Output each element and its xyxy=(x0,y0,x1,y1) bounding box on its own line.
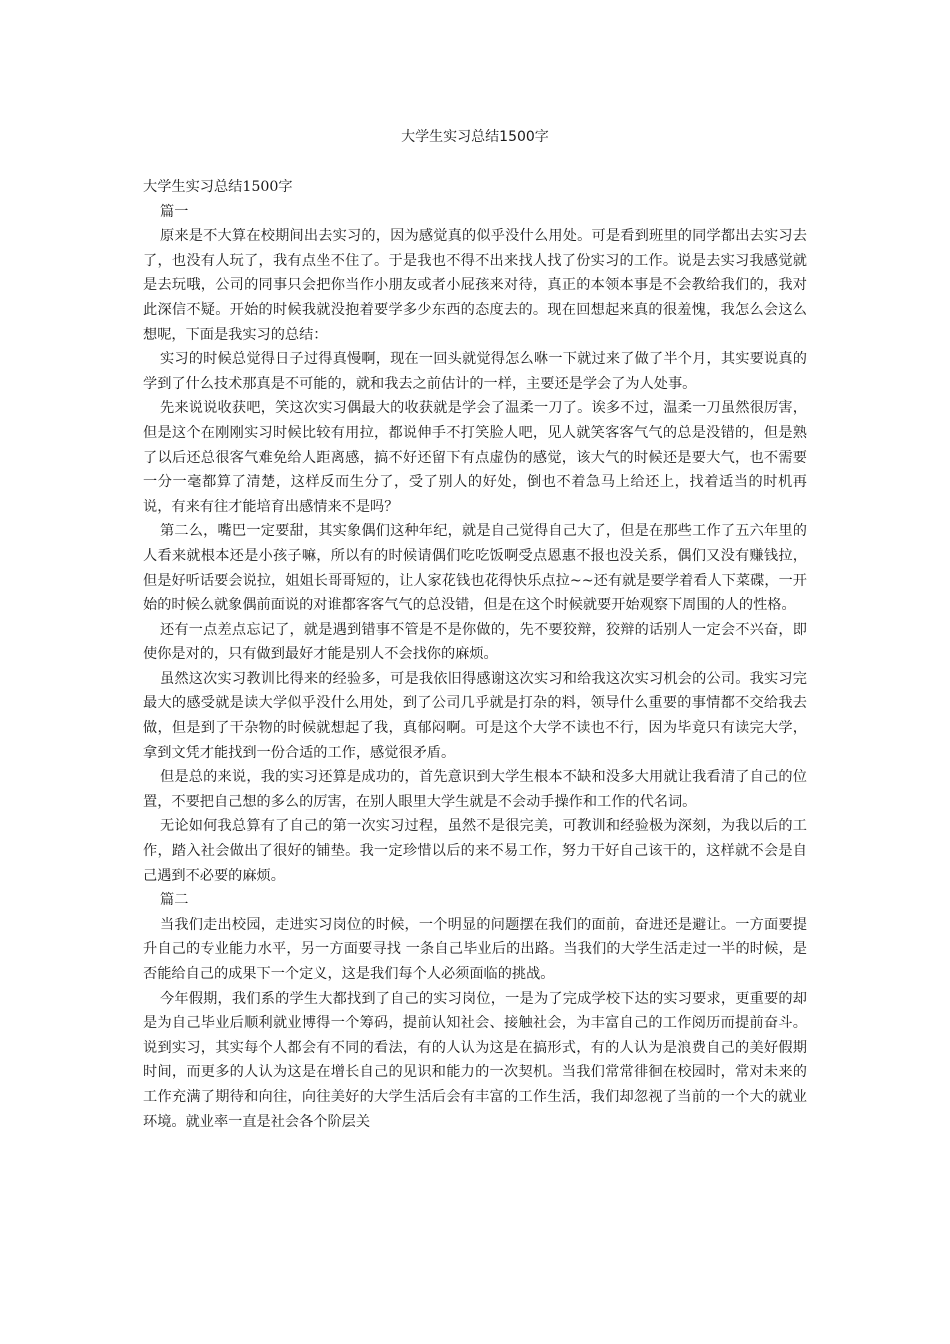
document-body xyxy=(143,175,807,1134)
document-heading: 大学生实习总结1500字 xyxy=(143,179,293,195)
paragraph: 但是总的来说，我的实习还算是成功的，首先意识到大学生根本不缺和没多大用就让我看清了自己的位置，不要把自己想的多么的厉害，在别人眼里大学生就是不会动手操作和工作的代名词。 xyxy=(143,769,807,810)
page-title: 大学生实习总结1500字 xyxy=(401,129,549,145)
paragraph: 今年假期，我们系的学生大都找到了自己的实习岗位，一是为了完成学校下达的实习要求，更重要的却是为自己毕业后顺利就业博得一个筹码，提前认知社会、接触社会，为丰富自己的工作阅历而提前奋斗。说到实习，其实每个人都会有不同的看法，有的人认为这是在搞形式，有的人认为是浪费自己的美好假期时间，而更多的人认为这是在增长自己的见识和能力的一次契机。当我们常常徘徊在校园时，常对未来的工作充满了期待和向往，向往美好的大学生活后会有丰富的工作生活，我们却忽视了当前的一个大的就业环境。就业率一直是社会各个阶层关 xyxy=(143,990,807,1130)
paragraph: 先来说说收获吧，笑这次实习偶最大的收获就是学会了温柔一刀了。诶多不过，温柔一刀虽然很厉害，但是这个在刚刚实习时候比较有用拉，都说伸手不打笑脸人吧，见人就笑客客气气的总是没错的，但是熟了以后还总很客气难免给人距离感，搞不好还留下有点虚伪的感觉，该大气的时候还是要大气，也不需要一分一毫都算了清楚，这样反而生分了，受了别人的好处，倒也不着急马上给还上，找着适当的时机再说，有来有往才能培育出感情来不是吗？ xyxy=(143,400,807,515)
paragraph: 虽然这次实习教训比得来的经验多，可是我依旧得感谢这次实习和给我这次实习机会的公司。我实习完最大的感受就是读大学似乎没什么用处，到了公司几乎就是打杂的料，领导什么重要的事情都不交给我去做，但是到了干杂物的时候就想起了我，真郁闷啊。可是这个大学不读也不行，因为毕竟只有读完大学，拿到文凭才能找到一份合适的工作，感觉很矛盾。 xyxy=(143,670,807,761)
section-label: 篇二 xyxy=(160,892,189,909)
paragraph: 当我们走出校园，走进实习岗位的时候，一个明显的问题摆在我们的面前，奋进还是避让。一方面要提升自己的专业能力水平，另一方面要寻找 一条自己毕业后的出路。当我们的大学生活走过一半的时候，是否能给自己的成果下一个定义，这是我们每个人必须面临的挑战。 xyxy=(143,916,807,982)
paragraph: 原来是不大算在校期间出去实习的，因为感觉真的似乎没什么用处。可是看到班里的同学都出去实习去了，也没有人玩了，我有点坐不住了。于是我也不得不出来找人找了份实习的工作。说是去实习我感觉就是去玩哦，公司的同事只会把你当作小朋友或者小屁孩来对待，真正的本领本事是不会教给我们的，我对此深信不疑。开始的时候我就没抱着要学多少东西的态度去的。现在回想起来真的很羞愧，我怎么会这么想呢，下面是我实习的总结： xyxy=(143,228,807,343)
paragraph: 实习的时候总觉得日子过得真慢啊，现在一回头就觉得怎么咻一下就过来了做了半个月，其实要说真的学到了什么技术那真是不可能的，就和我去之前估计的一样，主要还是学会了为人处事。 xyxy=(143,351,807,392)
section-label: 篇一 xyxy=(160,203,189,220)
paragraph: 第二么，嘴巴一定要甜，其实象偶们这种年纪，就是自己觉得自己大了，但是在那些工作了五六年里的人看来就根本还是小孩子嘛，所以有的时候请偶们吃吃饭啊受点恩惠不报也没关系，偶们又没有赚钱拉，但是好听话要会说拉，姐姐长哥哥短的，让人家花钱也花得快乐点拉~~还有就是要学着看人下菜碟，一开始的时候么就象偶前面说的对谁都客客气气的总没错，但是在这个时候就要开始观察下周围的人的性格。 xyxy=(143,523,807,614)
paragraph: 还有一点差点忘记了，就是遇到错事不管是不是你做的，先不要狡辩，狡辩的话别人一定会不兴奋，即使你是对的，只有做到最好才能是别人不会找你的麻烦。 xyxy=(143,621,807,663)
paragraph: 无论如何我总算有了自己的第一次实习过程，虽然不是很完美，可教训和经验极为深刻，为我以后的工作，踏入社会做出了很好的铺垫。我一定珍惜以后的来不易工作，努力干好自己该干的，这样就不会是自己遇到不必要的麻烦。 xyxy=(143,818,807,884)
